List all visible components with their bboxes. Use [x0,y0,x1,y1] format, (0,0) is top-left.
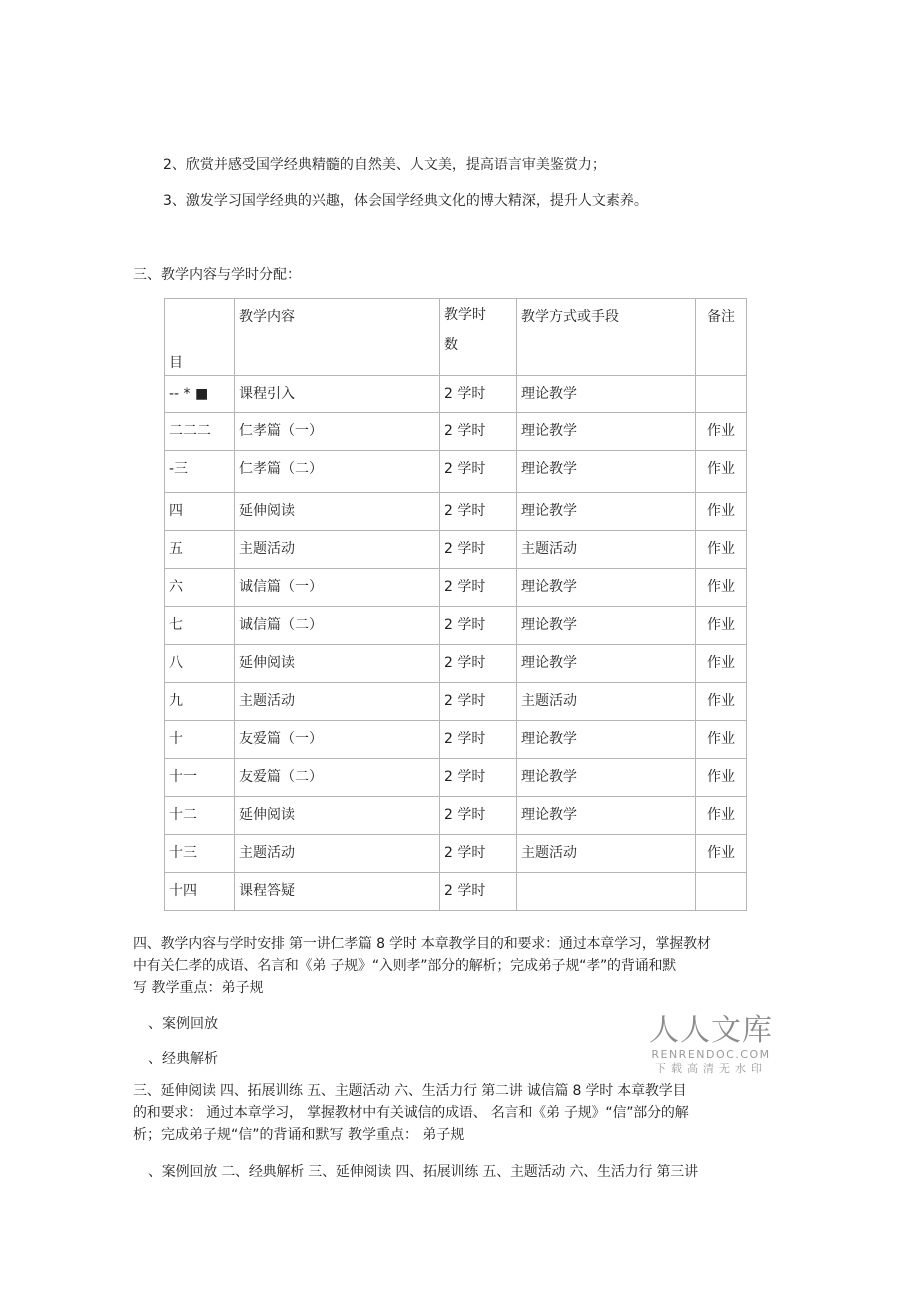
section-3-heading: 三、教学内容与学时分配： [133,267,301,283]
watermark-slogan: 下载高清无水印 [655,1062,767,1075]
section-4-line: 四、教学内容与学时安排 第一讲仁孝篇 8 学时 本章教学目的和要求：通过本章学习，掌握教材 [133,936,711,952]
row-hours: 2 学时 [440,759,517,797]
row-content: 仁孝篇（一） [235,413,440,451]
row-method: 理论教学 [517,645,696,683]
row-hours: 2 学时 [440,873,517,911]
row-number: 七 [165,607,235,645]
row-method: 理论教学 [517,493,696,531]
table-row [165,721,747,759]
row-hours: 2 学时 [440,413,517,451]
row-note: 作业 [696,569,747,607]
list-item-classic-analysis: 、经典解析 [148,1051,218,1067]
row-content: 诚信篇（二） [235,607,440,645]
row-note: 作业 [696,759,747,797]
row-content: 主题活动 [235,683,440,721]
table-row [165,493,747,531]
row-number: 十一 [165,759,235,797]
section-4-paragraph [133,933,783,999]
header-content: 教学内容 [235,299,440,376]
row-number: 十 [165,721,235,759]
lecture-2-line: 三、延伸阅读 四、拓展训练 五、主题活动 六、生活力行 第二讲 诚信篇 8 学时 本章教学目 [133,1083,687,1099]
row-content: 课程答疑 [235,873,440,911]
row-note: 作业 [696,451,747,493]
row-method: 理论教学 [517,607,696,645]
table-row [165,607,747,645]
row-hours: 2 学时 [440,451,517,493]
row-content: 友爱篇（一） [235,721,440,759]
row-content: 仁孝篇（二） [235,451,440,493]
row-method: 理论教学 [517,759,696,797]
row-number: 十三 [165,835,235,873]
row-hours: 2 学时 [440,683,517,721]
row-number: 九 [165,683,235,721]
row-content: 延伸阅读 [235,493,440,531]
row-note: 作业 [696,683,747,721]
row-method: 主题活动 [517,683,696,721]
table-row [165,531,747,569]
header-note: 备注 [696,299,747,376]
row-hours: 2 学时 [440,645,517,683]
row-number: 二二二 [165,413,235,451]
row-hours: 2 学时 [440,721,517,759]
row-hours: 2 学时 [440,607,517,645]
row-note [696,376,747,413]
row-method: 理论教学 [517,721,696,759]
row-number: 十二 [165,797,235,835]
row-note: 作业 [696,721,747,759]
row-method: 理论教学 [517,569,696,607]
row-content: 课程引入 [235,376,440,413]
row-hours: 2 学时 [440,531,517,569]
row-number: 八 [165,645,235,683]
table-row [165,645,747,683]
row-note: 作业 [696,645,747,683]
lecture-2-paragraph [133,1080,783,1146]
row-content: 友爱篇（二） [235,759,440,797]
row-number: 十四 [165,873,235,911]
watermark-title: 人人文库 [649,1013,773,1048]
section-4-line: 中有关仁孝的成语、名言和《弟 子规》“入则孝”部分的解析；完成弟子规“孝”的背诵和默 [133,958,677,974]
table-row [165,569,747,607]
table-row [165,683,747,721]
row-number: -三 [165,451,235,493]
row-method: 理论教学 [517,451,696,493]
lecture-2-line: 的和要求： 通过本章学习， 掌握教材中有关诚信的成语、 名言和《弟 子规》“信”部分的解 [133,1105,689,1121]
table-row [165,376,747,413]
row-note: 作业 [696,531,747,569]
row-hours: 2 学时 [440,493,517,531]
row-method: 理论教学 [517,797,696,835]
table-row [165,797,747,835]
row-note: 作业 [696,797,747,835]
table-header-row [165,299,747,376]
row-number: 五 [165,531,235,569]
row-content: 延伸阅读 [235,645,440,683]
row-content: 延伸阅读 [235,797,440,835]
table-row [165,873,747,911]
table-row [165,759,747,797]
row-content: 主题活动 [235,835,440,873]
row-note: 作业 [696,493,747,531]
row-method: 理论教学 [517,376,696,413]
objective-2: 2、欣赏并感受国学经典精髓的自然美、人文美，提高语言审美鉴赏力； [163,157,606,173]
row-note [696,873,747,911]
list-item-case-review: 、案例回放 [148,1016,218,1032]
table-row [165,835,747,873]
lecture-2-line: 析；完成弟子规“信”的背诵和默写 教学重点： 弟子规 [133,1127,465,1143]
row-hours: 2 学时 [440,569,517,607]
row-note: 作业 [696,607,747,645]
table-row [165,451,747,493]
row-number: 六 [165,569,235,607]
header-number: 目 [165,299,235,376]
row-method: 主题活动 [517,531,696,569]
watermark-site: RENRENDOC.COM [651,1048,771,1061]
row-content: 主题活动 [235,531,440,569]
row-number: -- * ■ [165,376,235,413]
row-note: 作业 [696,413,747,451]
row-hours: 2 学时 [440,797,517,835]
row-number: 四 [165,493,235,531]
header-method: 教学方式或手段 [517,299,696,376]
row-method [517,873,696,911]
schedule-table [164,298,747,911]
row-method: 主题活动 [517,835,696,873]
row-content: 诚信篇（一） [235,569,440,607]
section-4-line: 写 教学重点：弟子规 [133,980,264,996]
header-hours: 教学时数 [440,299,517,376]
row-hours: 2 学时 [440,835,517,873]
row-hours: 2 学时 [440,376,517,413]
row-method: 理论教学 [517,413,696,451]
table-row [165,413,747,451]
last-line: 、案例回放 二、经典解析 三、延伸阅读 四、拓展训练 五、主题活动 六、生活力行 第三讲 [148,1164,698,1180]
objective-3: 3、激发学习国学经典的兴趣，体会国学经典文化的博大精深，提升人文素养。 [163,193,648,209]
watermark-logo [647,1014,775,1076]
row-note: 作业 [696,835,747,873]
